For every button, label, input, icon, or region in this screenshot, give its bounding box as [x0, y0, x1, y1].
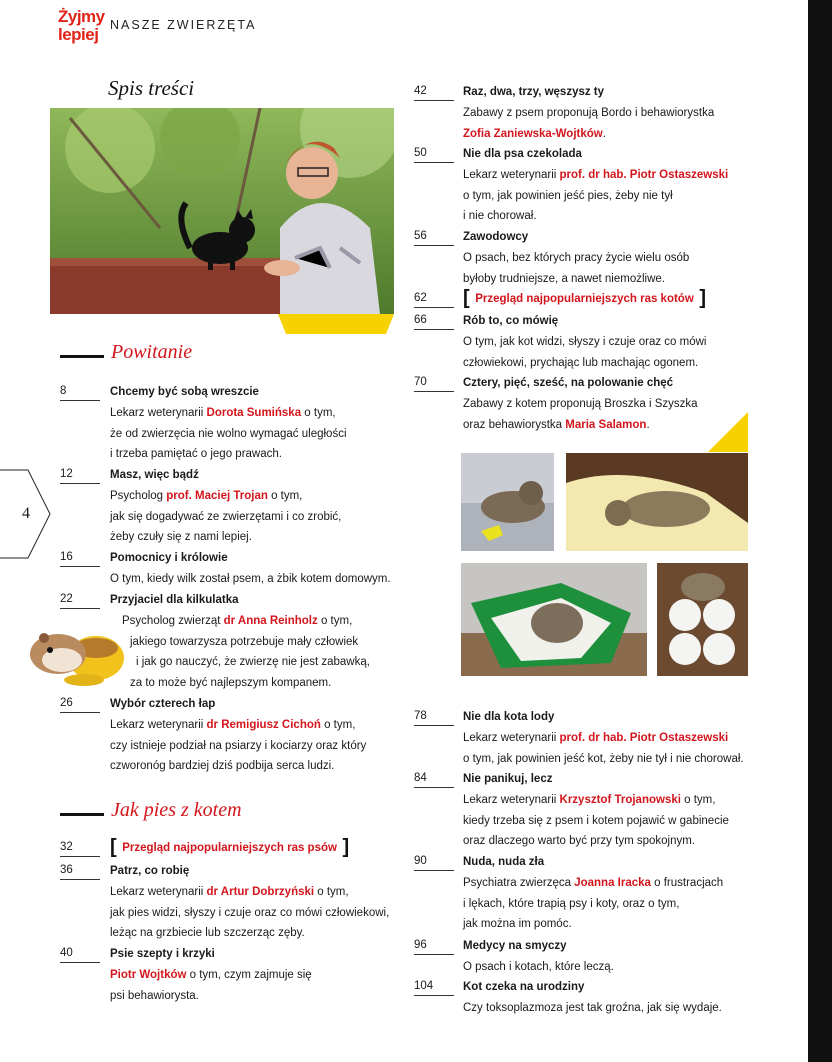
section-title: NASZE ZWIERZĘTA	[110, 18, 257, 32]
toc-entry-title: Nuda, nuda zła	[463, 856, 545, 868]
logo-line-2: lepiej	[58, 25, 99, 44]
author-name: prof. dr hab. Piotr Ostaszewski	[559, 168, 729, 181]
toc-entry-description	[110, 569, 391, 590]
description-text: Psycholog	[110, 489, 167, 502]
author-name: Joanna Iracka	[574, 876, 651, 889]
toc-entry-title: Nie dla kota lody	[463, 711, 555, 723]
toc-entry-description	[463, 894, 723, 915]
cat-on-sofa-photo	[461, 453, 554, 551]
description-text: Zabawy z kotem proponują Broszka i Szyszka	[463, 397, 698, 410]
toc-entry-title: Nie panikuj, lecz	[463, 773, 553, 785]
toc-entry-description	[463, 749, 744, 770]
toc-page-number: 8	[60, 382, 100, 401]
toc-entry-description	[463, 957, 614, 978]
description-text: Psychiatra zwierzęca	[463, 876, 575, 889]
toc-entry-description	[110, 632, 370, 653]
description-text: O psach i kotach, które leczą.	[463, 960, 614, 973]
description-text: czy istnieje podział na psiarzy i kociarzy oraz który	[110, 739, 367, 752]
yellow-accent-triangle	[708, 412, 748, 452]
toc-page-number: 104	[414, 977, 454, 996]
author-name: Maria Salamon	[565, 418, 647, 431]
description-text: o tym, jak powinien jeść kot, żeby nie tył i nie chorował.	[463, 752, 744, 765]
toc-entry-description	[110, 882, 389, 903]
author-name: Piotr Wojtków	[110, 968, 187, 981]
toc-entry-title: Chcemy być sobą wreszcie	[110, 386, 259, 398]
toc-entry-description	[110, 923, 389, 944]
woman-with-cat-photo	[50, 108, 394, 314]
description-text: że od zwierzęcia nie wolno wymagać uległości	[110, 427, 347, 440]
description-text: o tym,	[314, 885, 349, 898]
toc-entry-description	[463, 206, 728, 227]
description-text: człowiekowi, prychając lub machając ogonem.	[463, 356, 699, 369]
toc-entry-description	[463, 269, 689, 290]
toc-entry-title-text: Przegląd najpopularniejszych ras psów	[122, 842, 337, 854]
toc-page-number: 40	[60, 944, 100, 963]
toc-entry-description	[463, 914, 723, 935]
description-text: za to może być najlepszym kompanem.	[130, 677, 332, 690]
description-text: o tym,	[267, 489, 303, 502]
description-text: o tym,	[320, 718, 356, 731]
section-heading: Jak pies z kotem	[111, 799, 242, 821]
description-text: .	[602, 127, 606, 140]
toc-entry-title: Nie dla psa czekolada	[463, 148, 582, 160]
description-text: czworonóg bardziej dziś podbija serca ludzi.	[110, 760, 335, 773]
author-name: Krzysztof Trojanowski	[559, 793, 681, 806]
toc-entry-description	[463, 415, 698, 436]
toc-entry-title: Patrz, co robię	[110, 865, 190, 877]
toc-page-number: 32	[60, 838, 100, 857]
logo-line-1: Żyjmy	[58, 7, 105, 26]
toc-entry-description	[463, 353, 706, 374]
toc-page-number: 90	[414, 852, 454, 871]
toc-page-number: 78	[414, 707, 454, 726]
toc-entry-description	[110, 403, 347, 424]
toc-entry-description	[463, 186, 728, 207]
toc-entry-title: Kot czeka na urodziny	[463, 981, 585, 993]
description-text: kiedy trzeba się z psem i kotem pojawić w gabinecie	[463, 814, 729, 827]
description-text: jakiego towarzysza potrzebuje mały człowiek	[130, 635, 359, 648]
description-text: byłoby trudniejsze, a nawet niemożliwe.	[463, 272, 665, 285]
cat-in-bag-photo	[461, 563, 647, 676]
description-text: Zabawy z psem proponują Bordo i behawiorystka	[463, 106, 715, 119]
toc-entry-description	[463, 103, 714, 124]
toc-heading: Spis treści	[108, 76, 195, 100]
section-rule	[60, 813, 104, 816]
description-text: Lekarz weterynarii	[463, 168, 560, 181]
cat-in-tubes-photo	[657, 563, 748, 676]
description-text: Psycholog zwierząt	[122, 614, 224, 627]
description-text: Lekarz weterynarii	[463, 731, 560, 744]
description-text: o tym, jak powinien jeść pies, żeby nie tył	[463, 189, 673, 202]
toc-entry-description	[110, 652, 370, 673]
toc-entry-title: Pomocnicy i królowie	[110, 552, 228, 564]
toc-page-number: 70	[414, 373, 454, 392]
description-text: Lekarz weterynarii	[463, 793, 560, 806]
toc-entry-description	[110, 444, 347, 465]
toc-entry-description	[463, 165, 728, 186]
toc-page-number: 22	[60, 590, 100, 609]
toc-entry-description	[463, 728, 744, 749]
toc-page-number: 36	[60, 861, 100, 880]
toc-entry-title: Zawodowcy	[463, 231, 529, 243]
toc-page-number: 96	[414, 936, 454, 955]
toc-page-number: 26	[60, 694, 100, 713]
author-name: prof. dr hab. Piotr Ostaszewski	[559, 731, 729, 744]
toc-entry-description	[110, 424, 347, 445]
toc-page-number: 50	[414, 144, 454, 163]
toc-entry-title	[110, 838, 349, 857]
description-text: O tym, kiedy wilk został psem, a żbik kotem domowym.	[110, 572, 391, 585]
description-text: oraz dlaczego warto być przy tym spokojnym.	[463, 835, 696, 848]
toc-page-number: 84	[414, 769, 454, 788]
description-text: Lekarz weterynarii	[110, 885, 207, 898]
toc-entry-title	[463, 289, 706, 308]
description-text: i trzeba pamiętać o jego prawach.	[110, 448, 282, 461]
description-text: jak się dogadywać ze zwierzętami i co zrobić,	[110, 510, 342, 523]
toc-entry-title: Cztery, pięć, sześć, na polowanie chęć	[463, 377, 674, 389]
description-text: o tym, czym zajmuje się	[186, 968, 312, 981]
magazine-logo[interactable]	[58, 8, 104, 50]
description-text: leżąc na grzbiecie lub szczerząc zęby.	[110, 927, 305, 940]
toc-entry-description	[463, 790, 729, 811]
toc-entry-description	[110, 715, 366, 736]
toc-entry-description	[463, 873, 723, 894]
toc-entry-description	[110, 673, 370, 694]
toc-entry-description	[463, 394, 698, 415]
toc-page-number: 42	[414, 82, 454, 101]
toc-page-number: 16	[60, 548, 100, 567]
author-name: Dorota Sumińska	[206, 406, 302, 419]
author-name: dr Anna Reinholz	[223, 614, 318, 627]
description-text: O tym, jak kot widzi, słyszy i czuje oraz co mówi	[463, 335, 707, 348]
description-text: jak można im pomóc.	[463, 918, 572, 931]
bracket-left: [	[110, 836, 123, 858]
toc-entry-description	[110, 611, 370, 632]
description-text: .	[646, 418, 650, 431]
toc-entry-title: Wybór czterech łap	[110, 698, 216, 710]
description-text: jak pies widzi, słyszy i czuje oraz co mówi człowiekowi,	[110, 906, 390, 919]
bracket-left: [	[463, 287, 476, 309]
description-text: oraz behawiorystka	[463, 418, 566, 431]
page-number: 4	[22, 505, 30, 522]
toc-entry-description	[110, 965, 312, 986]
toc-entry-title: Raz, dwa, trzy, węszysz ty	[463, 86, 605, 98]
toc-entry-title: Psie szepty i krzyki	[110, 948, 215, 960]
toc-entry-description	[110, 986, 312, 1007]
bracket-right: ]	[693, 287, 706, 309]
toc-entry-description	[463, 811, 729, 832]
toc-page-number: 56	[414, 227, 454, 246]
yellow-accent-shape	[278, 314, 394, 334]
section-heading: Powitanie	[111, 341, 193, 363]
author-name: dr Artur Dobrzyński	[206, 885, 315, 898]
toc-entry-description	[463, 831, 729, 852]
toc-entry-description	[463, 124, 714, 145]
toc-entry-title-text: Przegląd najpopularniejszych ras kotów	[475, 293, 694, 305]
toc-entry-description	[110, 527, 341, 548]
section-rule	[60, 355, 104, 358]
description-text: i nie chorował.	[463, 210, 537, 223]
toc-entry-title: Rób to, co mówię	[463, 315, 559, 327]
description-text: o frustracjach	[650, 876, 724, 889]
author-name: prof. Maciej Trojan	[166, 489, 268, 502]
author-name: Zofia Zaniewska-Wojtków	[463, 127, 603, 140]
description-text: Lekarz weterynarii	[110, 406, 207, 419]
description-text: o tym,	[680, 793, 716, 806]
bracket-right: ]	[336, 836, 350, 858]
description-text: Czy toksoplazmoza jest tak groźna, jak się wydaje.	[463, 1001, 722, 1014]
toc-entry-description	[110, 903, 389, 924]
page-edge-bar	[808, 0, 832, 1062]
toc-entry-description	[463, 332, 706, 353]
description-text: żeby czuły się z nami lepiej.	[110, 531, 252, 544]
toc-page-number: 62	[414, 289, 454, 308]
toc-entry-title: Masz, więc bądź	[110, 469, 199, 481]
description-text: i jak go nauczyć, że zwierzę nie jest zabawką,	[136, 656, 370, 669]
toc-page-number: 12	[60, 465, 100, 484]
description-text: O psach, bez których pracy życie wielu osób	[463, 251, 690, 264]
toc-page-number: 66	[414, 311, 454, 330]
toc-entry-description	[110, 486, 341, 507]
author-name: dr Remigiusz Cichoń	[206, 718, 321, 731]
toc-entry-description	[110, 507, 341, 528]
toc-entry-title: Medycy na smyczy	[463, 940, 567, 952]
toc-entry-description	[463, 998, 722, 1019]
toc-entry-description	[110, 736, 366, 757]
toc-entry-description	[110, 756, 366, 777]
description-text: psi behawiorysta.	[110, 989, 199, 1002]
toc-entry-title: Przyjaciel dla kilkulatka	[110, 594, 239, 606]
description-text: Lekarz weterynarii	[110, 718, 207, 731]
description-text: i lękach, które trapią psy i koty, oraz o tym,	[463, 897, 680, 910]
description-text: o tym,	[301, 406, 336, 419]
cat-on-blanket-photo	[566, 453, 748, 551]
description-text: o tym,	[317, 614, 353, 627]
toc-entry-description	[463, 248, 689, 269]
